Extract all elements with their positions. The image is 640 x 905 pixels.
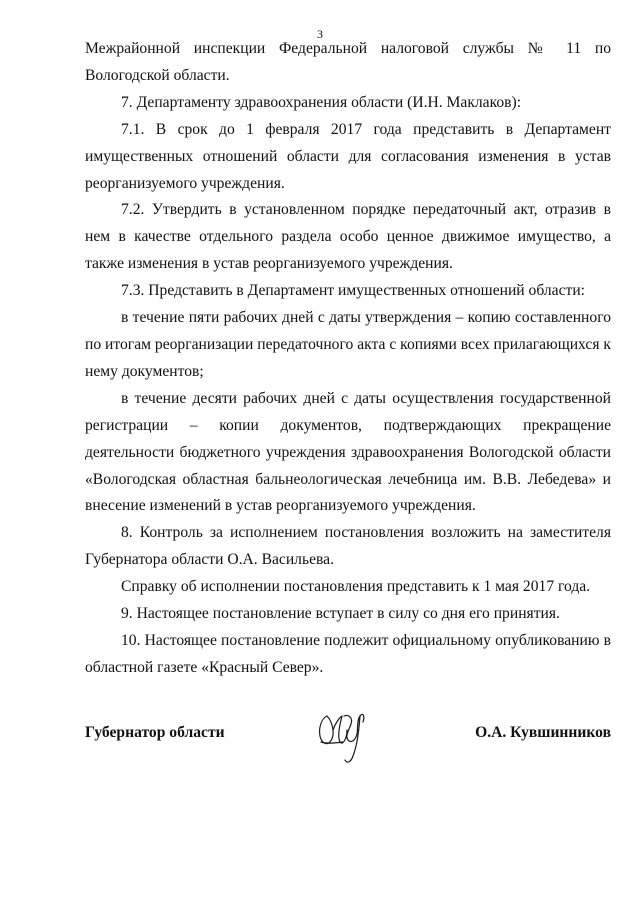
paragraph-item-9: 9. Настоящее постановление вступает в силу со дня его принятия.: [121, 605, 560, 623]
paragraph-report-deadline: Справку об исполнении постановления представить к 1 мая 2017 года.: [121, 578, 591, 596]
paragraph-continuation: Межрайонной инспекции Федеральной налоговой службы № 11 по Вологодской области.: [85, 40, 611, 84]
paragraph-item-10: 10. Настоящее постановление подлежит официальному опубликованию в областной газете «Красный Север».: [85, 631, 611, 676]
page-number: 3: [317, 27, 323, 41]
paragraph-item-7-3-second-term: в течение десяти рабочих дней с даты осуществления государственной регистрации – копии документов, подтверждающих прекращение деятельности бюджетного учреждения здравоохранения Вологодской области «Вологодская областная бальнеологическая лечебница им. В.В. Лебедева» и внесение изменений в устав реорганизуемого учреждения.: [85, 389, 611, 515]
paragraph-item-7-1: 7.1. В срок до 1 февраля 2017 года представить в Департамент имущественных отношений области для согласования изменения в устав реорганизуемого учреждения.: [85, 120, 611, 192]
paragraph-item-7: 7. Департаменту здравоохранения области (И.Н. Маклаков):: [121, 93, 522, 111]
paragraph-item-7-3: 7.3. Представить в Департамент имущественных отношений области:: [121, 282, 586, 300]
paragraph-item-8: 8. Контроль за исполнением постановления возложить на заместителя Губернатора области О.А. Васильева.: [85, 524, 611, 569]
document-body: [85, 36, 611, 682]
handwritten-signature: [313, 702, 369, 768]
paragraph-item-7-3-first-term: в течение пяти рабочих дней с даты утверждения – копию составленного по итогам реорганизации передаточного акта с копиями всех прилагающихся к нему документов;: [85, 309, 611, 380]
signatory-name: О.А. Кувшинников: [475, 724, 611, 741]
signature-block: [85, 702, 611, 772]
paragraph-item-7-2: 7.2. Утвердить в установленном порядке передаточный акт, отразив в нем в качестве отдельного раздела особо ценное движимое имущество, а также изменения в устав реорганизуемого учреждения.: [85, 201, 611, 273]
signatory-title: Губернатор области: [85, 724, 225, 741]
